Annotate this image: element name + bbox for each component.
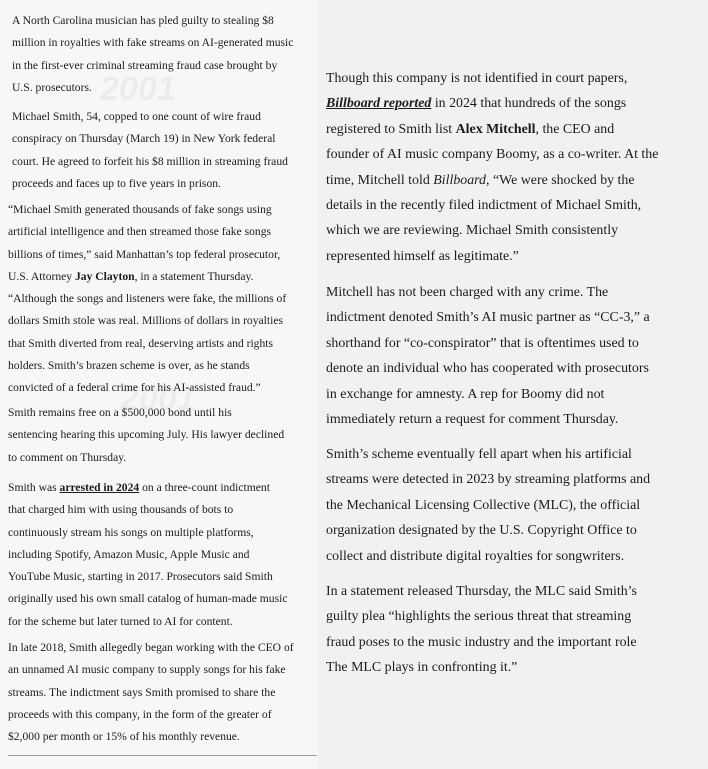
divider [8, 755, 317, 756]
paragraph-plea: Michael Smith, 54, copped to one count of wire fraud conspiracy on Thursday (March 19) in New York federal court. He agreed to forfeit his $8 million in streaming fraud proceeds and faces up to five years in prison. [12, 110, 288, 190]
paragraph-scheme-fell: Smith’s scheme eventually fell apart when his artificial streams were detected in 2023 by streaming platforms and the Mechanical Licensing Collective (MLC), the official organization designated by the U.S. Copyright Office to collect and distribute digital royalties for songwriters. [326, 447, 651, 564]
paragraph-mitchell: Mitchell has not been charged with any crime. The indictment denoted Smith’s AI music partner as “CC-3,” a shorthand for “co-conspirator” that is oftentimes used to denote an individual who has cooperated with prosecutors in exchange for amnesty. A rep for Boomy did not immediately return a request for comment Thursday. [326, 285, 650, 428]
person-name-alex-mitchell: Alex Mitchell [455, 121, 536, 137]
paragraph-arrest: Smith was arrested in 2024 on a three-count indictment that charged him with using thousands of bots to continuously stream his songs on multiple platforms, including Spotify, Amazon Music, Apple Music and YouTube Music, starting in 2017. Prosecutors said Smith originally used his own small catalog of human-made music for the scheme but later turned to AI for content. [8, 481, 288, 628]
arrested-in-2024-link[interactable]: arrested in 2024 [59, 481, 140, 494]
person-name-jay-clayton: Jay Clayton [75, 269, 135, 283]
left-column [0, 0, 318, 769]
paragraph-billboard: Though this company is not identified in court papers, Billboard reported in 2024 that hundreds of the songs registered to Smith list Alex Mitchell, the CEO and founder of AI music company Boomy, as a co-writer. At the time, Mitchell told Billboard, “We were shocked by the details in the recently filed indictment of Michael Smith, which we are reviewing. Michael Smith consistently represented himself as legitimate.” [326, 71, 659, 264]
paragraph-intro: A North Carolina musician has pled guilty to stealing $8 million in royalties with fake streams on AI-generated music in the first-ever criminal streaming fraud case brought by U.S. prosecutors. [12, 14, 294, 94]
paragraph-bond: Smith remains free on a $500,000 bond until his sentencing hearing this upcoming July. His lawyer declined to comment on Thursday. [8, 406, 285, 464]
right-column [318, 0, 708, 769]
paragraph-mlc-statement: In a statement released Thursday, the MLC said Smith’s guilty plea “highlights the serious threat that streaming fraud poses to the music industry and the important role The MLC plays in confronting it.” [326, 584, 637, 676]
billboard-reported-link[interactable]: Billboard reported [326, 96, 432, 112]
paragraph-quote-clayton: “Michael Smith generated thousands of fake songs using artificial intelligence and then streamed those fake songs billions of times,” said Manhattan’s top federal prosecutor, U.S. Attorney Jay Clayton, in a statement Thursday. “Although the songs and listeners were fake, the millions of dollars Smith stole was real. Millions of dollars in royalties that Smith diverted from real, deserving artists and rights holders. Smith’s brazen scheme is over, as he stands convicted of a federal crime for his AI-assisted fraud.” [8, 203, 287, 395]
paragraph-ceo-deal: In late 2018, Smith allegedly began working with the CEO of an unnamed AI music company to supply songs for his fake streams. The indictment says Smith promised to share the proceeds with this company, in the form of the greater of $2,000 per month or 15% of his monthly revenue. [8, 641, 294, 744]
